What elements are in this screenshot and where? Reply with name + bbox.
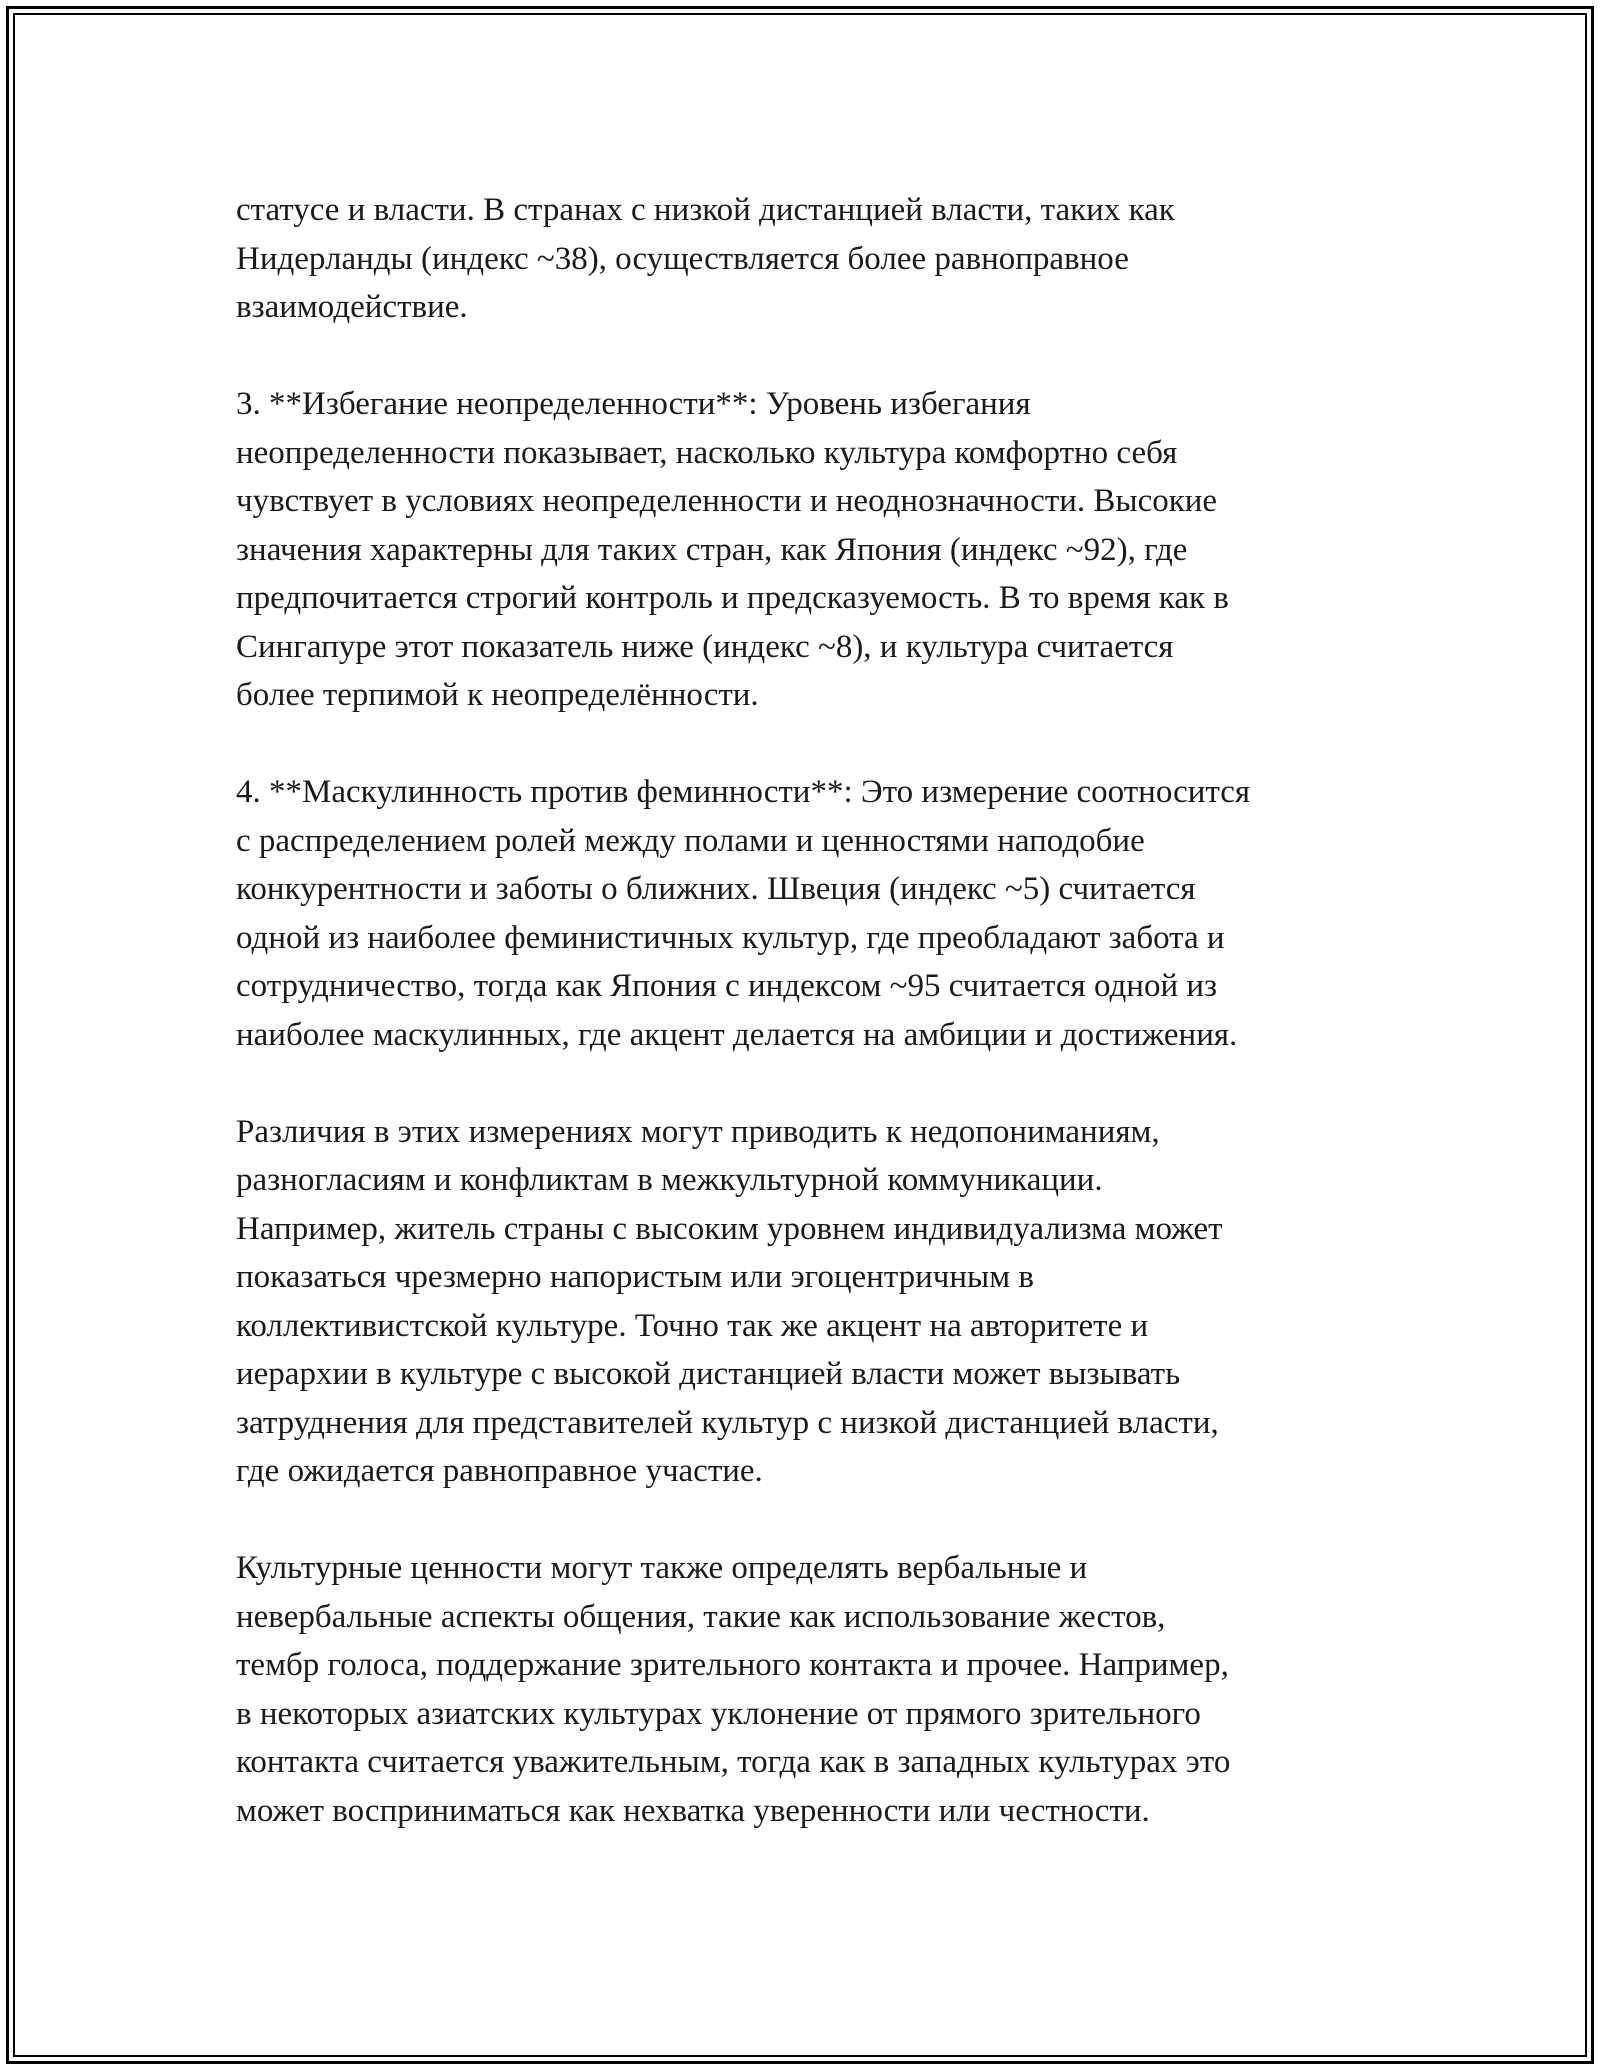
paragraph-power-distance-end bbox=[236, 186, 1386, 332]
document-body bbox=[236, 186, 1386, 1884]
text-line: неопределенности показывает, насколько культура комфортно себя bbox=[236, 434, 1178, 471]
text-line: иерархии в культуре с высокой дистанцией власти может вызывать bbox=[236, 1356, 1181, 1392]
text-line: тембр голоса, поддержание зрительного контакта и прочее. Например, bbox=[236, 1647, 1229, 1683]
text-line: 4. **Маскулинность против феминности**: Это измерение соотносится bbox=[236, 774, 1251, 810]
text-line: более терпимой к неопределённости. bbox=[236, 677, 759, 713]
text-line: невербальные аспекты общения, такие как использование жестов, bbox=[236, 1598, 1166, 1635]
text-line: может восприниматься как нехватка уверенности или честности. bbox=[236, 1792, 1150, 1829]
text-line: 3. **Избегание неопределенности**: Уровень избегания bbox=[236, 386, 1031, 422]
paragraph-differences bbox=[236, 1108, 1386, 1496]
text-line: в некоторых азиатских культурах уклонение от прямого зрительного bbox=[236, 1695, 1201, 1732]
text-line: Сингапуре этот показатель ниже (индекс ~8), и культура считается bbox=[236, 628, 1174, 665]
text-line: коллективистской культуре. Точно так же акцент на авторитете и bbox=[236, 1307, 1149, 1344]
text-line: Культурные ценности могут также определять вербальные и bbox=[236, 1550, 1088, 1586]
text-line: где ожидается равноправное участие. bbox=[236, 1453, 763, 1489]
paragraph-masculinity-femininity bbox=[236, 768, 1386, 1059]
text-line: с распределением ролей между полами и ценностями наподобие bbox=[236, 822, 1145, 859]
paragraph-uncertainty-avoidance bbox=[236, 380, 1386, 720]
text-line: Различия в этих измерениях могут приводить к недопониманиям, bbox=[236, 1113, 1160, 1150]
text-line: разногласиям и конфликтам в межкультурной коммуникации. bbox=[236, 1162, 1103, 1198]
text-line: предпочитается строгий контроль и предсказуемость. В то время как в bbox=[236, 580, 1229, 616]
text-line: наиболее маскулинных, где акцент делается на амбиции и достижения. bbox=[236, 1016, 1238, 1053]
text-line: взаимодействие. bbox=[236, 289, 468, 325]
text-line: одной из наиболее феминистичных культур, где преобладают забота и bbox=[236, 919, 1225, 956]
text-line: контакта считается уважительным, тогда как в западных культурах это bbox=[236, 1744, 1231, 1780]
text-line: конкурентности и заботы о ближних. Швеция (индекс ~5) считается bbox=[236, 871, 1196, 907]
paragraph-cultural-values bbox=[236, 1544, 1386, 1835]
text-line: Нидерланды (индекс ~38), осуществляется более равноправное bbox=[236, 240, 1129, 277]
text-line: значения характерны для таких стран, как Япония (индекс ~92), где bbox=[236, 531, 1188, 568]
text-line: показаться чрезмерно напористым или эгоцентричным в bbox=[236, 1259, 1034, 1295]
text-line: затруднения для представителей культур с низкой дистанцией власти, bbox=[236, 1404, 1219, 1441]
text-line: сотрудничество, тогда как Япония с индексом ~95 считается одной из bbox=[236, 968, 1218, 1004]
text-line: чувствует в условиях неопределенности и неоднозначности. Высокие bbox=[236, 483, 1218, 519]
text-line: Например, житель страны с высоким уровнем индивидуализма может bbox=[236, 1210, 1223, 1247]
text-line: статусе и власти. В странах с низкой дистанцией власти, таких как bbox=[236, 192, 1175, 228]
